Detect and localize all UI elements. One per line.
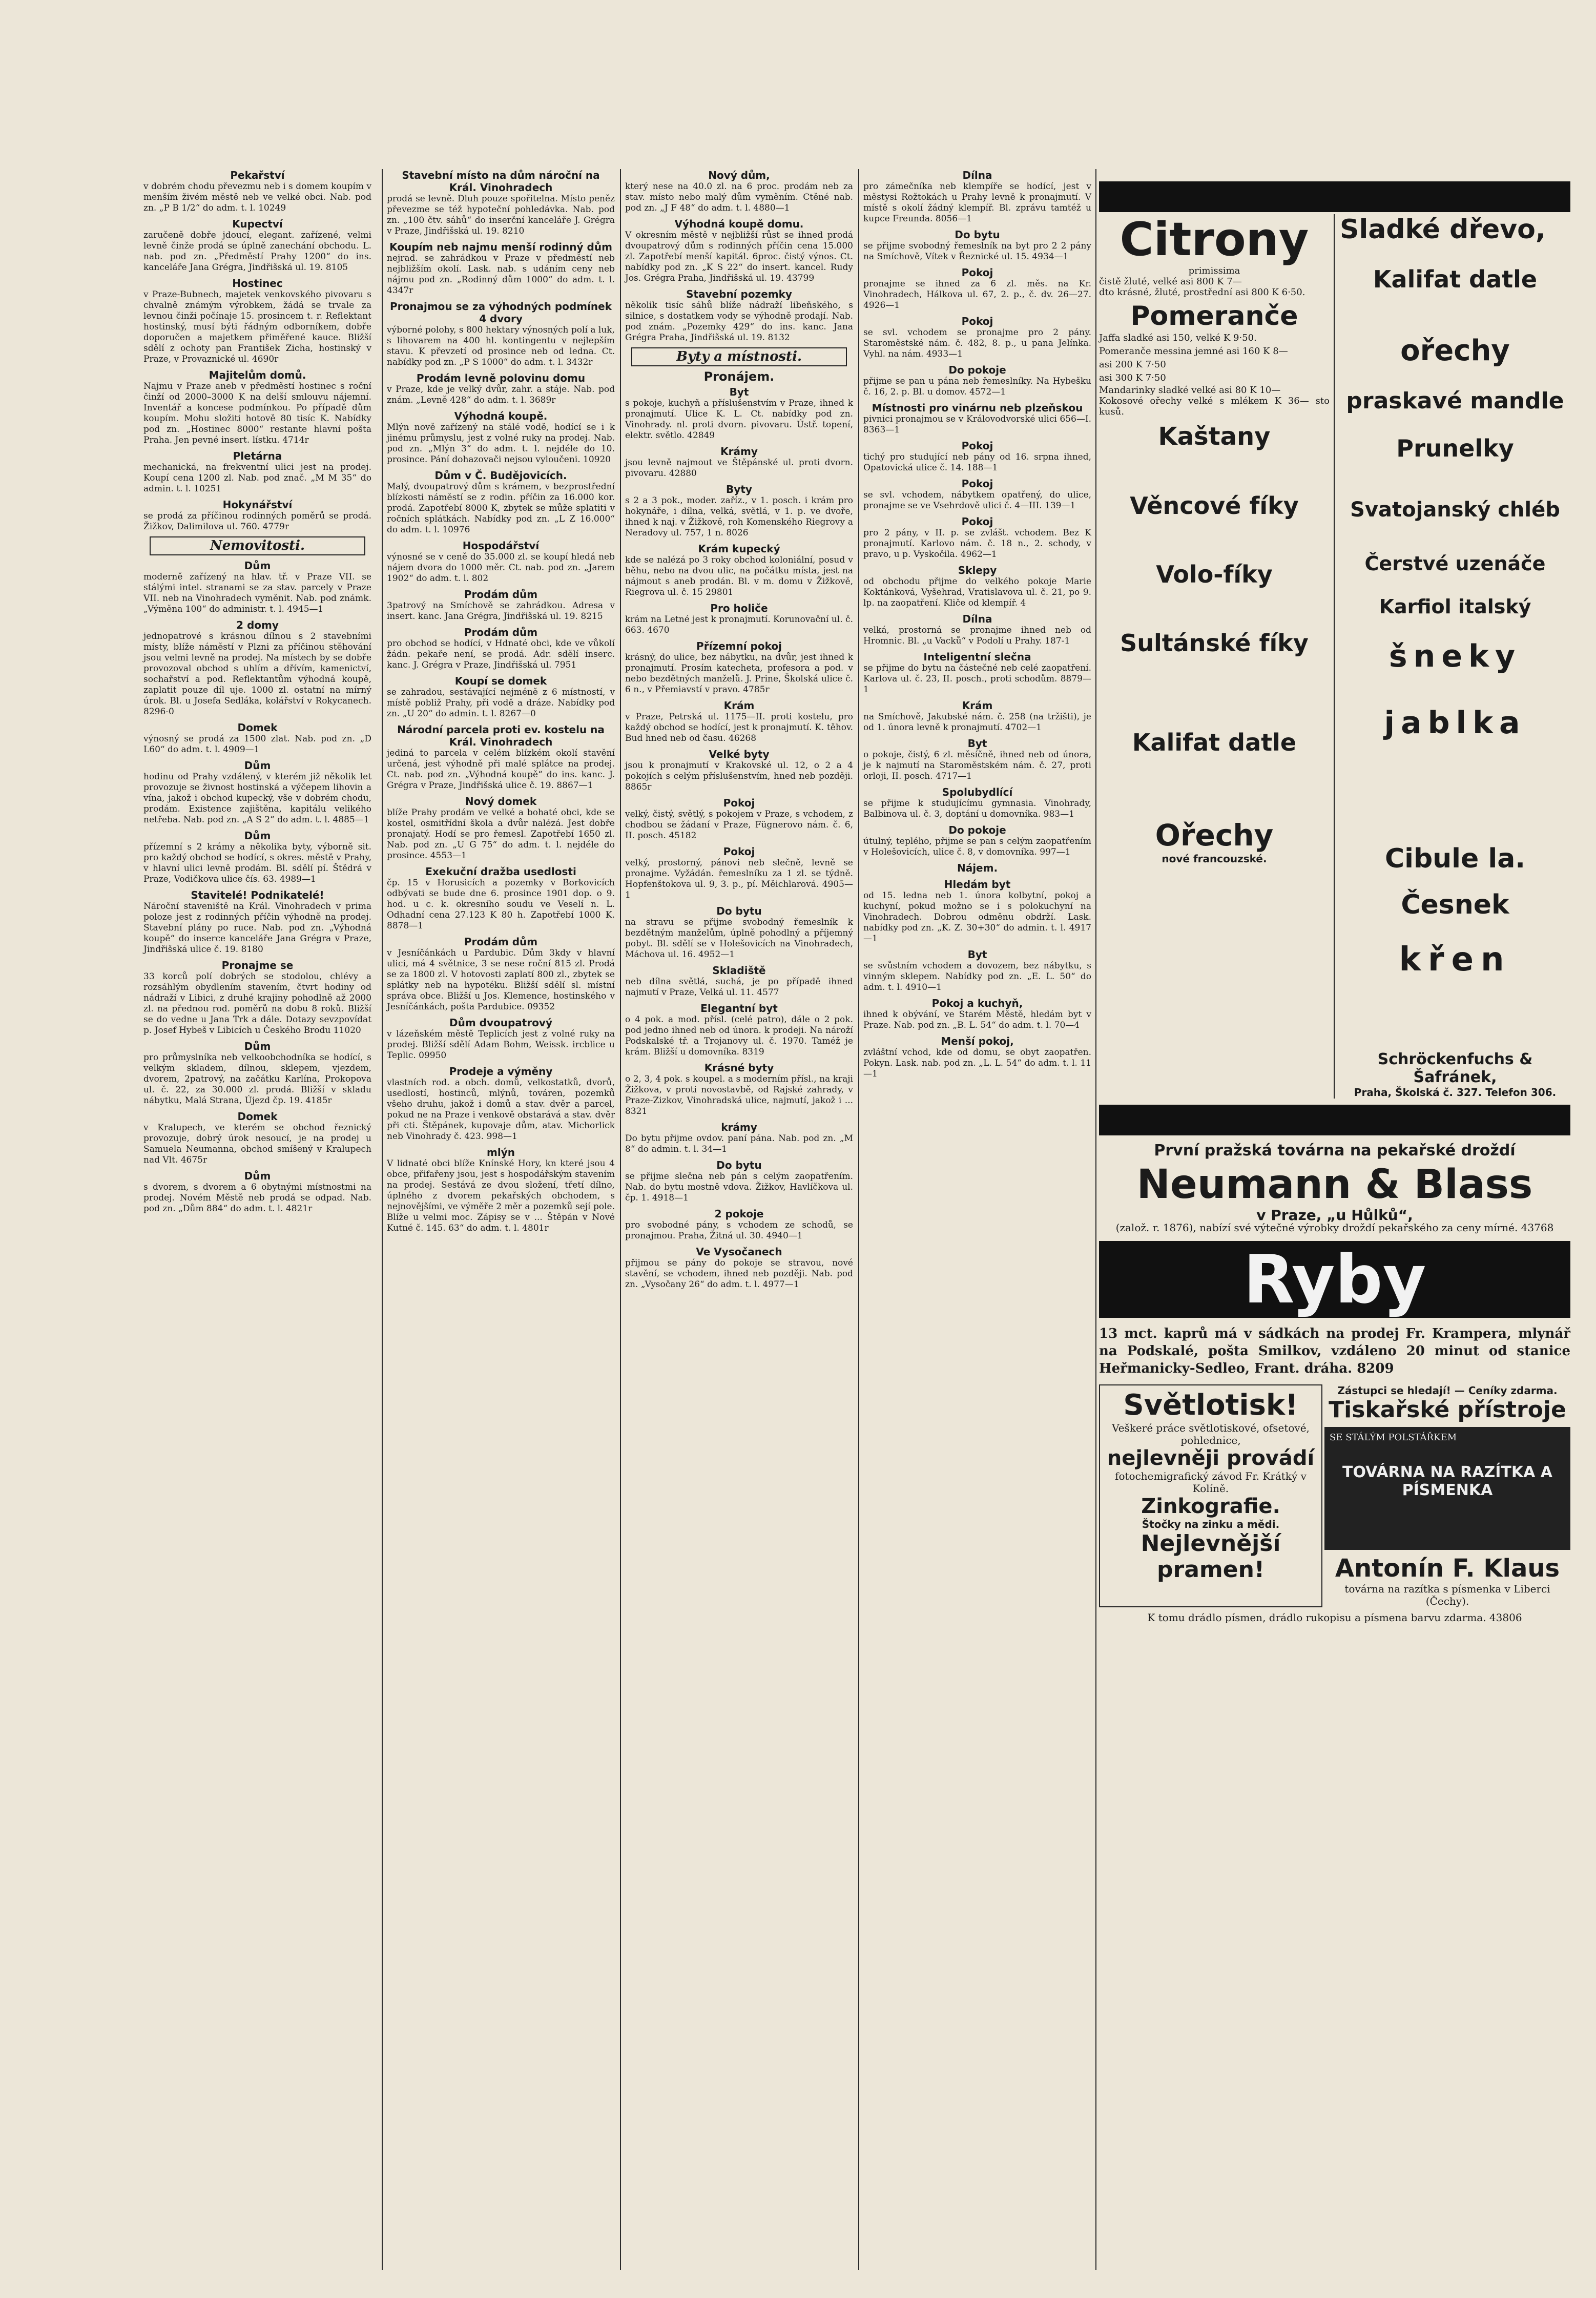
ad-body: se svůstním vchodem a dovozem, bez nábytku, s vinným sklepem. Nabídky pod zn. „E. L. 50“ do adm. t. l. 4910—1	[863, 961, 1091, 992]
ad-body: v Kralupech, ve kterém se obchod řeznický provozuje, dobrý úrok nesoucí, je na prodej u Samuela Neumanna, obchod smíšený v Kralupech nad Vlt. 4675r	[143, 1123, 371, 1165]
ad-body: výborné polohy, s 800 hektary výnosných polí a luk, s lihovarem na 400 hl. kontingentu v nejlepším stavu. K převzetí od prosince neb od ledna. Ct. nabídky pod zn. „P S 1000“ do adm. t. l. 3432r	[387, 325, 615, 367]
classified-ad	[863, 997, 1091, 1031]
classified-ad	[863, 699, 1091, 733]
section-byty: Byty a místnosti.	[631, 347, 847, 366]
ad-body: prodá se levně. Dluh pouze spořitelna. Místo peněz převezme se též hypoteční pohledávka. Nab. pod zn. „100 čtv. sáhů“ do inserční kanceláře J. Grégra v Praze, Jindřišská ul. 19. 8210	[387, 194, 615, 236]
ad-heading: Byt	[967, 737, 987, 750]
classified-ad	[863, 564, 1091, 609]
stamp-label: SE STÁLÝM POLSTÁŘKEM	[1330, 1432, 1457, 1443]
ad-body: velká, prostorná se pronajme ihned neb od Hromnic. Bl. „u Vacků“ v Podolí u Prahy. 187-1	[863, 625, 1091, 646]
ad-body: na stravu se přijme svobodný řemeslník k bezdětným manželům, úplně pohodlný a příjemný pobyt. Bl. sdělí se v Holešovicích na Vinohradech, Máchova ul. 16. 4952—1	[625, 917, 853, 960]
section-nemovitosti: Nemovitosti.	[150, 536, 365, 555]
ad-text: Veškeré práce světlotiskové, ofsetové, pohlednice,	[1112, 1422, 1310, 1446]
ad-body: s 2 a 3 pok., moder. zaříz., v 1. posch. i krám pro hokynáře, i dílna, velká, světlá, v 1. p. ve dvoře, ihned k naj. v Žižkově, roh Komenského Riegrovy a Neradovy ul. 757, 1 n. 8026	[625, 495, 853, 538]
ad-body: útulný, teplého, přijme se pan s celým zaopatřením v Holešovicích, ulice č. 8, v domovníka. 997—1	[863, 836, 1091, 857]
ad-body: pro průmyslníka neb velkoobchodníka se hodící, s velkým skladem, dílnou, sklepem, vjezdem, dvorem, 2patrový, na začátku Karlína, Prokopova ul. č. 22, za 30.000 zl. prodá. Bližší v skladu nábytku, Malá Strana, Újezd čp. 19. 4185r	[143, 1052, 371, 1106]
ad-heading: Prodám levně polovinu domu	[416, 372, 586, 384]
ad-body: se svl. vchodem se pronajme pro 2 pány. Staroměstské nám. č. 482, 8. p., u pana Jelínka. Vyhl. na nám. 4933—1	[863, 327, 1091, 359]
ad-body: pronajme se ihned za 6 zl. měs. na Kr. Vinohradech, Hálkova ul. 67, 2. p., č. dv. 26—27. 4926—1	[863, 279, 1091, 310]
classified-ad	[143, 959, 371, 1036]
column-1	[143, 169, 371, 1218]
ad-text: (založ. r. 1876), nabízí své výtečné výrobky droždí pekařského za ceny mírné. 43768	[1115, 1222, 1554, 1234]
ad-heading: Pronajmou se za výhodných podmínek 4 dvory	[389, 300, 612, 325]
ad-heading: Elegantní byt	[700, 1002, 778, 1015]
ad-text: Kokosové ořechy velké s mlékem K 36— sto kusů.	[1099, 396, 1330, 417]
ad-body: se přijme slečna neb pán s celým zaopatřením. Nab. do bytu mostně vdova. Žižkov, Havlíčkova ul. čp. 1. 4918—1	[625, 1171, 853, 1203]
column-divider	[620, 169, 621, 2270]
classified-ad	[387, 936, 615, 1012]
ad-heading: Dům	[244, 1170, 271, 1182]
ad-heading: Kupectví	[232, 218, 283, 230]
ad-body: V okresním městě v nejbližší růst se ihned prodá dvoupatrový dům s rodinných příčin cena 15.000 zl. Zapotřebí menší kapitál. 6proc. čistý výnos. Ct. nabídky pod zn. „K S 22“ do insert. kancel. Rudy Jos. Grégra Praha, Jindřišská ul. 19. 43799	[625, 230, 853, 283]
classified-ad	[625, 1208, 853, 1241]
ad-heading: Nový dům,	[708, 169, 770, 181]
ad-body: jednopatrové s krásnou dílnou s 2 stavebními místy, blíže náměstí v Plzni za příčinou stěhování jsou velmi levně na prodej. Na místech by se dobře provozoval obchod s uhlím a dřívím, kamenictví, sochařství a pod. Reflektantům výhodná koupě, zaplatit pouze díl uje. 1000 zl. ostatní na mírný úrok. Bl. u Josefa Sedláka, kolářství v Rokycanech. 8296-0	[143, 631, 371, 717]
ad-heading: Do pokoje	[948, 364, 1006, 376]
ad-neumann: Neumann & Blass	[1136, 1162, 1533, 1208]
ad-body: velký, prostorný, pánovi neb slečně, levně se pronajme. Vyžádán. řemeslníku za 1 zl. se týdně. Hopfenštokova ul. 9, 3. p., pí. Měichlarová. 4905—1	[625, 858, 853, 900]
ad-text: v Praze, „u Hůlků“,	[1256, 1207, 1413, 1224]
classified-ad	[863, 948, 1091, 993]
classified-ad	[625, 1121, 853, 1155]
ad-text: 13 mct. kaprů má v sádkách na prodej Fr. Krampera, mlynář na Podskalé, pošta Smilkov, vzdáleno 20 minut od stanice Heřmanicky-Sedleo, Frant. dráha. 8209	[1099, 1326, 1570, 1376]
ad-heading: Prodeje a výměny	[449, 1065, 553, 1078]
ad-body: V lidnaté obci blíže Knínské Hory, kn které jsou 4 obce, přifařeny jsou, jest s hospodářským stavením na prodej. Sestává ze dvou složení, třetí dílno, úplného z dvorem pekařských obchodem, s nejnovějšími, ve výměře 2 měr a pozemků sejí pole. Blíže u velmi moc. Zápisy se v ... Štěpán v Nové Kutné č. 145. 63“ do adm. t. l. 4801r	[387, 1158, 615, 1233]
ad-text: nové francouzské.	[1162, 853, 1267, 865]
classified-ad	[387, 795, 615, 861]
section-pronajem: Pronájem.	[703, 369, 775, 384]
ad-heading: Do bytu	[716, 1159, 762, 1171]
ad-heading: 2 pokoje	[714, 1208, 764, 1220]
ad-heading: Prodám dům	[464, 588, 538, 601]
ad-column	[1099, 179, 1570, 1624]
ad-body: se svl. vchodem, nábytkem opatřený, do ulice, pronajme se ve Vsehrdově ulici č. 4—III. 139—1	[863, 490, 1091, 511]
ad-heading: Výhodná koupě.	[454, 410, 548, 422]
ad-body: velký, čistý, světlý, s pokojem v Praze, s vchodem, z chodbou se žádaní v Praze, Fügnerovo nám. č. 6, II. posch. 45182	[625, 809, 853, 841]
ad-body: mechanická, na frekventní ulici jest na prodej. Koupí cena 1200 zl. Nab. pod znač. „M M 35“ do admin. t. l. 10251	[143, 462, 371, 494]
ad-heading: Pokoj	[961, 440, 993, 452]
ad-heading: Stavitelé! Podnikatelé!	[191, 889, 324, 901]
ad-body: od 15. ledna neb 1. února kolbytní, pokoj a kuchyní, pokud možno se i s polokuchyní na Vinohradech. Dobrou odměnu obdrží. Lask. nabídky pod zn. „K. Z. 30+30“ do admin. t. l. 4917—1	[863, 891, 1091, 944]
column-divider	[382, 169, 383, 2270]
classified-ad	[143, 1170, 371, 1214]
ad-ryby: Ryby	[1243, 1240, 1426, 1318]
ad-body: přízemní s 2 krámy a několika byty, výborně sit. pro každý obchod se hodící, s okres. městě v Prahy, v hlavní ulici levně prodám. Bl. sdělí pí. Štědrá v Praze, Vodičkova ulice čís. 63. 4989—1	[143, 842, 371, 884]
ad-body: krám na Letné jest k pronajmutí. Korunovační ul. č. 663. 4670	[625, 614, 853, 635]
ad-text: fotochemigrafický závod Fr. Krátký v Kolíně.	[1115, 1470, 1307, 1495]
classified-ad	[863, 1035, 1091, 1080]
classified-ad	[625, 964, 853, 998]
ad-body: v Praze, kde je velký dvůr, zahr. a stáje. Nab. pod znám. „Levně 428“ do adm. t. l. 3689r	[387, 384, 615, 405]
ad-heading: Pokoj a kuchyň,	[931, 997, 1023, 1009]
ad-body: Do bytu přijme ovdov. paní pána. Nab. pod zn. „M 8“ do admin. t. l. 34—1	[625, 1133, 853, 1154]
ad-body: pro svobodné pány, s vchodem ze schodů, se pronajmou. Praha, Žitná ul. 30. 4940—1	[625, 1220, 853, 1241]
classified-ad	[143, 619, 371, 717]
ad-body: pro 2 pány, v II. p. se zvlášt. vchodem. Bez K pronajmutí. Karlovo nám. č. 18 n., 2. schody, v pravo, u p. Vyskočila. 4962—1	[863, 528, 1091, 560]
ad-body: ihned k obývání, ve Starém Městě, hledám byt v Praze. Nab. pod zn. „B. L. 54“ do adm. t. l. 70—4	[863, 1009, 1091, 1030]
classified-ad	[143, 889, 371, 955]
ad-heading: Spolubydlící	[942, 786, 1013, 798]
ad-heading: Dům v Č. Budějovicích.	[434, 469, 567, 482]
ad-heading: Pokoj	[961, 266, 993, 279]
classified-ad	[625, 218, 853, 284]
ad-heading: Prodám dům	[464, 626, 538, 638]
ad-heading: Dům	[244, 560, 271, 572]
ad-heading: Do pokoje	[948, 824, 1006, 836]
ad-body: moderně zařízený na hlav. tř. v Praze VII. se stálými intel. stranami se za stav. parcely v Praze VII. neb na Vinohradech vyměnit. Nab. pod známk. „Výměna 100“ do administr. t. l. 4945—1	[143, 572, 371, 614]
ad-body: se prodá za příčinou rodinných poměrů se prodá. Žižkov, Dalimilova ul. 760. 4779r	[143, 511, 371, 532]
classified-ad	[625, 640, 853, 695]
ad-heading: Do bytu	[955, 229, 1000, 241]
ad-heading: krámy	[721, 1121, 757, 1133]
ad-heading: Pekařství	[230, 169, 285, 181]
ad-heading: Krásné byty	[704, 1062, 774, 1074]
stamp-text: TOVÁRNA NA RAZÍTKA A PÍSMENKA	[1342, 1463, 1553, 1499]
ad-vencove: Věncové fíky	[1130, 492, 1299, 520]
ad-heading: Výhodná koupě domu.	[674, 218, 804, 230]
ad-body: s pokoje, kuchyň a příslušenstvím v Praze, ihned k pronajmutí. Ulice K. L. Ct. nabídky pod zn. Vinohrady. nl. proti dvorn. pivovaru. Ústř. topení, elektr. světlo. 42849	[625, 398, 853, 441]
classified-ad	[863, 402, 1091, 436]
ad-body: jsou k pronajmutí v Krakovské ul. 12, o 2 a 4 pokojích s celým příslušenstvím, hned neb později. 8865r	[625, 760, 853, 792]
ad-heading: Pokoj	[723, 797, 755, 809]
ad-body: o 4 pok. a mod. přísl. (celé patro), dále o 2 pok. pod jedno ihned neb od února. k prodeji. Na nároží Podskalské tř. a Trojanovy ul. č. 1970. Taméž je krám. Bližší u domovníka. 8319	[625, 1015, 853, 1057]
ad-heading: Majitelům domů.	[209, 369, 306, 381]
ad-body: Najmu v Praze aneb v předměstí hostinec s roční činží od 2000–3000 K na delší smlouvu nájemní. Inventář a koncese podmínkou. Po případě dům koupím. Mohu složiti hotově 80 tisíc K. Nabídky pod zn. „Hostinec 8000“ restante hlavní pošta Praha. Jen pevné insert. lístku. 4714r	[143, 381, 371, 445]
classified-ad	[863, 478, 1091, 511]
classified-ad	[625, 845, 853, 901]
classified-ad	[387, 723, 615, 791]
ad-svetlotisk: Světlotisk!	[1123, 1389, 1298, 1422]
ad-heading: mlýn	[487, 1146, 515, 1158]
ad-heading: Přízemní pokoj	[696, 640, 782, 652]
classified-ad	[387, 469, 615, 535]
ad-orechy-2: ořechy	[1400, 334, 1510, 367]
ad-neumann-heading: První pražská továrna na pekařské droždí	[1154, 1142, 1516, 1160]
ad-heading: Inteligentní slečna	[923, 651, 1031, 663]
ad-heading: Pronajme se	[221, 959, 294, 971]
ad-firm: Schröckenfuchs & Šafránek,	[1377, 1050, 1533, 1086]
classified-ad	[143, 499, 371, 532]
ad-uzenace: Čerstvé uzenáče	[1364, 552, 1546, 575]
ad-body: se přijme k studujícímu gymnasia. Vinohrady, Balbinova ul. č. 3, doptání u domovníka. 983—1	[863, 798, 1091, 819]
ad-body: na Smíchově, Jakubské nám. č. 258 (na tržišti), je od 1. února levně k pronajmutí. 4702—1	[863, 712, 1091, 733]
ad-body: s dvorem, s dvorem a 6 obytnými místnostmi na prodej. Novém Městě neb prodá se odpad. Nab. pod zn. „Dům 884“ do adm. t. l. 4821r	[143, 1182, 371, 1214]
ad-heading: Byt	[729, 386, 749, 398]
column-3	[625, 169, 853, 1294]
ad-cesnek: Česnek	[1401, 889, 1509, 920]
ad-body: kde se nalézá po 3 roky obchod koloniální, posud v běhu, nebo na dvou ulic, na počátku místa, jest na nájmout s aneb prodán. Bl. v m. domu v Žižkově, Riegrova ul. č. 15 29801	[625, 555, 853, 597]
classified-ad	[387, 1146, 615, 1234]
ad-volo: Volo-fíky	[1156, 561, 1273, 588]
ad-body: jediná to parcela v celém blízkém okolí stavění určená, jest výhodně při malé splátce na prodej. Ct. nab. pod zn. „Výhodná koupě“ do ins. kanc. J. Grégra v Praze, Jindřišská ulice č. 19. 8867—1	[387, 748, 615, 791]
ad-heading: 2 domy	[236, 619, 279, 631]
ad-heading: Dům	[244, 1040, 271, 1052]
ad-heading: Ve Vysočanech	[696, 1246, 782, 1258]
classified-ad	[143, 1110, 371, 1166]
ad-text: dto krásné, žluté, prostřední asi 800 K 6·50.	[1099, 287, 1305, 298]
classified-ad	[863, 737, 1091, 782]
classified-ad	[387, 626, 615, 671]
ad-heading: Krámy	[720, 445, 758, 458]
classified-ad	[387, 588, 615, 622]
ad-text: Zástupci se hledají! — Ceníky zdarma.	[1337, 1384, 1558, 1397]
ad-heading: Byty	[726, 483, 752, 495]
column-2	[387, 169, 615, 1238]
classified-ad	[863, 824, 1091, 858]
classified-ad	[387, 300, 615, 368]
ad-text: čistě žluté, velké asi 800 K 7—	[1099, 276, 1242, 287]
ad-heading: Koupí se domek	[454, 675, 547, 687]
ad-text: Praha, Školská č. 327. Telefon 306.	[1354, 1086, 1557, 1099]
ad-body: v Jesníčánkách u Pardubic. Dům 3kdy v hlavní ulici, má 4 světnice, 3 se nese roční 815 zl. Prodá se za 1800 zl. V hotovosti zaplatí 800 zl., zbytek se splátky neb na hypotéku. Bližší sdělí sl. místní správa obce. Bližší u Jos. Klemence, hostinského v Jesníčánkách, pošta Pardubice. 09352	[387, 948, 615, 1012]
ad-kalifat-datle: Kalifat datle	[1373, 265, 1538, 293]
ad-jablka: jablka	[1384, 705, 1526, 741]
ad-body: přijmou se pány do pokoje se stravou, nové stavění, se vchodem, ihned neb později. Nab. pod zn. „Vysočany 26“ do adm. t. l. 4977—1	[625, 1258, 853, 1290]
classified-ad	[143, 721, 371, 755]
ad-heading: Menší pokoj,	[941, 1035, 1014, 1047]
black-bar	[1099, 1105, 1570, 1135]
price-line: Jaffa sladké asi 150, velké K 9·50.	[1099, 333, 1257, 343]
classified-ad	[863, 364, 1091, 398]
ad-heading: Krám	[962, 699, 993, 712]
classified-ad	[387, 241, 615, 296]
classified-ad	[387, 372, 615, 406]
ad-body: se přijme do bytu na částečné neb celé zaopatření. Karlova ul. č. 23, II. posch., proti schodům. 8879—1	[863, 663, 1091, 695]
price-line: asi 200 K 7·50	[1099, 359, 1166, 370]
ad-text: primissima	[1188, 265, 1240, 276]
ad-heading: Stavební pozemky	[686, 288, 792, 300]
classified-ad	[387, 540, 615, 584]
ad-body: krásný, do ulice, bez nábytku, na dvůr, jest ihned k pronajmutí. Prosím katecheta, profesora a pod. v nebo bezdětných manželů. J. Prine, Školská ulice č. 6 n., v Přemiavstí v pravo. 4785r	[625, 652, 853, 695]
ad-kalifat: Kalifat datle	[1132, 729, 1297, 756]
ad-sneky: šneky	[1388, 638, 1522, 674]
ad-kastany: Kaštany	[1158, 422, 1271, 451]
ad-heading: Dílna	[962, 613, 992, 625]
column-divider	[858, 169, 859, 2270]
ad-text: Mandarinky sladké velké asi 80 K 10—	[1099, 385, 1281, 396]
ad-heading: Krám kupecký	[698, 543, 780, 555]
classified-ad	[143, 759, 371, 825]
ad-heading: Dům	[244, 759, 271, 772]
ad-body: se zahradou, sestávající nejméně z 6 místností, v místě pobliž Prahy, při vodě a dráze. Nabídky pod zn. „U 20“ do admin. t. l. 8267—0	[387, 687, 615, 719]
ad-body: pivnici pronajmou se v Královodvorské ulici 656—I. 8363—1	[863, 414, 1091, 435]
ad-body: v Praze, Petrská ul. 1175—II. proti kostelu, pro každý obchod se hodící, jest k pronajmutí. K. těhov. Bud hned neb od času. 46268	[625, 712, 853, 743]
ad-body: blíže Prahy prodám ve velké a bohaté obci, kde se kostel, osmitřídní škola a dvůr nalézá. Jest dobře pronajatý. Hodí se pro řemesl. Zapotřebí 1650 zl. Nab. pod zn. „U G 75“ do adm. t. l. nejdéle do prosince. 4553—1	[387, 808, 615, 861]
ad-body: zvláštní vchod, kde od domu, se obyt zaopatřen. Pokyn. Lask. nab. pod zn. „L. L. 54“ do adm. t. l. 11—1	[863, 1047, 1091, 1079]
ad-heading: Hledám byt	[944, 878, 1011, 891]
ad-heading: Exekuční dražba usedlosti	[425, 865, 576, 878]
classified-ad	[863, 515, 1091, 560]
classified-ad	[625, 1062, 853, 1117]
classified-ad	[143, 1040, 371, 1106]
ryby-banner	[1099, 1241, 1570, 1318]
classified-ad	[863, 229, 1091, 262]
ad-body: tichý pro studující neb pány od 16. srpna ihned, Opatovická ulice č. 14. 188—1	[863, 452, 1091, 473]
ad-citrony: Citrony	[1120, 213, 1309, 266]
price-line: Pomeranče messina jemné asi 160 K 8—	[1099, 346, 1288, 357]
classified-ad	[625, 797, 853, 841]
classified-ad	[143, 218, 371, 273]
classified-ad	[387, 1017, 615, 1061]
classified-ad	[625, 386, 853, 441]
classified-ad	[387, 410, 615, 465]
column-4	[863, 169, 1091, 1084]
classified-ad	[863, 440, 1091, 473]
ad-heading: Stavební místo na dům nároční na Král. Vinohradech	[402, 169, 600, 194]
ad-heading: Dům	[244, 830, 271, 842]
ad-heading: Pokoj	[961, 315, 993, 327]
classified-ad	[863, 613, 1091, 647]
classified-ad	[387, 675, 615, 719]
ad-heading: Prodám dům	[464, 936, 538, 948]
ad-sladke-drevo: Sladké dřevo,	[1340, 214, 1546, 245]
ad-body: pro zámečníka neb klempíře se hodící, jest v městysi Rožtokách u Prahy levně k pronajmutí. V místě s okolí žádný klempíř. Bl. zprávu tamtéž u kupce Freunda. 8056—1	[863, 181, 1091, 224]
ad-heading: Dům dvoupatrový	[449, 1017, 553, 1029]
ad-body: několik tisíc sáhů blíže nádraží libeňského, s silnice, s dostatkem vody se výhodně prodají. Nab. pod znám. „Pozemky 429“ do ins. kanc. Jana Grégra Praha, Jindřišská ul. 19. 8132	[625, 300, 853, 343]
ad-heading: Místnosti pro vinárnu neb plzeňskou	[872, 402, 1083, 414]
classified-ad	[625, 445, 853, 479]
ad-body: Mlýn nově zařízený na stálé vodě, hodící se i k jinému průmyslu, jest z volné ruky na prodej. Nab. pod zn. „Mlýn 3“ do adm. t. l. nejdéle do 10. prosince. Pání dohazovači nejsou vyloučeni. 10920	[387, 422, 615, 465]
classified-ad	[625, 483, 853, 539]
ad-heading: Pokoj	[961, 478, 993, 490]
classified-ad	[625, 288, 853, 343]
ad-body: přijme se pan u pána neb řemeslníky. Na Hybešku č. 16, 2. p. Bl. u domov. 4572—1	[863, 376, 1091, 397]
ad-heading: Skladiště	[712, 964, 766, 977]
black-bar	[1099, 181, 1570, 212]
ad-body: 33 korců polí dobrých se stodolou, chlévy a rozsáhlým obydlením stavením, čtvrt hodiny od nádraží v Libici, z druhé krajiny pohodlně až 2000 zl. na přednou rod. poměrů na dobu 8 roků. Bližší se do vedne u Jana Trk a dále. Dotazy sevzpovídat p. Josef Hybeš v Libicích u Českého Brodu 11020	[143, 971, 371, 1036]
ad-body: čp. 15 v Horusicích a pozemky v Borkovicích odbývati se bude dne 6. prosince 1901 dop. o 9. hod. u c. k. okresního soudu ve Veselí n. L. Odhadní cena 27.123 K 80 h. Zapotřebí 1000 K. 8878—1	[387, 878, 615, 931]
classified-ad	[625, 905, 853, 960]
classified-ad	[863, 266, 1091, 311]
ad-heading: Velké byty	[709, 748, 770, 760]
ad-body: o pokoje, čistý, 6 zl. měsíčně, ihned neb od února, je k najmutí na Staroměstském nám. č. 27, proti orloji, II. posch. 4717—1	[863, 750, 1091, 781]
ad-text: K tomu drádlo písmen, drádlo rukopisu a písmena barvu zdarma. 43806	[1147, 1611, 1522, 1624]
stamp-box	[1324, 1427, 1570, 1550]
classified-ad	[625, 1002, 853, 1058]
newspaper-page	[20, 169, 1573, 2270]
ad-pramen: Nejlevnější pramen!	[1141, 1530, 1281, 1583]
classified-ad	[625, 169, 853, 214]
classified-ad	[143, 830, 371, 885]
ad-body: v Praze-Bubnech, majetek venkovského pivovaru s chvalně známým výrobkem, žádá se trvale za levnou činži počínaje 15. prosincem t. r. Reflektant hostinský, musí býti řádným odborníkem, dobře doporučen a majetkem přiměřené kauce. Bližší sdělí z ochoty pan František Zicha, hostinský v Praze, v Provaznické ul. 4690r	[143, 289, 371, 364]
ad-text: Štočky na zinku a mědi.	[1142, 1518, 1280, 1530]
ad-heading: Domek	[237, 721, 278, 734]
ad-kren: křen	[1399, 941, 1511, 979]
ad-body: zaručeně dobře jdoucí, elegant. zařízené, velmi levně činže prodá se úplně zanechání obchodu. L. nab. pod zn. „Předměstí Prahy 1200“ do ins. kanceláře Jana Grégra, Jindřišská ul. 19. 8105	[143, 230, 371, 273]
classified-ad	[143, 169, 371, 214]
classified-ad	[863, 169, 1091, 224]
ad-heading: Hokynářství	[222, 499, 293, 511]
ad-body: hodinu od Prahy vzdálený, v kterém již několik let provozuje se živnost hostinská a výčepem lihovin a vína, jakož i obchod kupecký, vše v dobrém chodu, prodám. Existence zajištěna, kapitálu velikého netřeba. Nab. pod zn. „A S 2“ do adm. t. l. 4885—1	[143, 772, 371, 825]
ad-karfiol: Karfiol italský	[1379, 595, 1531, 618]
ad-body: v dobrém chodu převezmu neb i s domem koupím v menším živém městě neb ve velké obci. Nab. pod zn. „P B 1/2“ do adm. t. l. 10249	[143, 181, 371, 213]
ad-body: který nese na 40.0 zl. na 6 proc. prodám neb za stav. místo nebo malý dům vyměním. Ctěné nab. pod zn. „J F 48“ do adm. t. l. 4880—1	[625, 181, 853, 213]
classified-ad	[387, 169, 615, 237]
ad-body: výnosné se v ceně do 35.000 zl. se koupí hledá neb nájem dvora do 1000 měr. Ct. nab. pod zn. „Jarem 1902“ do adm. t. l. 802	[387, 552, 615, 584]
classified-ad	[863, 878, 1091, 944]
classified-ad	[143, 450, 371, 494]
classified-ad	[625, 1159, 853, 1204]
classified-ad	[625, 602, 853, 636]
ad-body: se přijme svobodný řemeslník na byt pro 2 2 pány na Smíchově, Vítek v Řeznické ul. 15. 4934—1	[863, 241, 1091, 262]
ad-tiskarske: Tiskařské přístroje	[1329, 1397, 1566, 1423]
ad-heading: Hospodářství	[462, 540, 540, 552]
ad-heading: Domek	[237, 1110, 278, 1123]
ad-body: od obchodu přijme do velkého pokoje Marie Koktánková, Vyšehrad, Vratislavova ul. č. 21, po 9. lp. na zaopatření. Kliče od klempíř. 4	[863, 576, 1091, 608]
classified-ad	[143, 369, 371, 446]
ad-cibule: Cibule la.	[1384, 843, 1526, 874]
ad-heading: Pletárna	[233, 450, 282, 462]
ad-heading: Koupím neb najmu menší rodinný dům	[389, 241, 612, 253]
ad-heading: Sklepy	[958, 564, 997, 576]
ad-heading: Do bytu	[716, 905, 762, 917]
ad-body: neb dílna světlá, suchá, je po případě ihned najmutí v Praze, Velká ul. 11. 4577	[625, 977, 853, 998]
ad-sultan: Sultánské fíky	[1120, 629, 1309, 657]
ad-heading: Krám	[723, 699, 755, 712]
ad-text: továrna na razítka s písmenka v Liberci (Čechy).	[1344, 1583, 1550, 1607]
classified-ad	[863, 862, 1091, 874]
ad-heading: Byt	[967, 948, 987, 961]
ad-mandle: praskavé mandle	[1346, 388, 1564, 414]
classified-ad	[387, 865, 615, 931]
ad-text: nejlevněji provádí	[1107, 1446, 1315, 1470]
ad-body: Malý, dvoupatrový dům s krámem, v bezprostřední blízkosti náměstí se z rodin. příčin za 16.000 kor. prodá. Zapotřebí 8000 K, zbytek se může splatiti v ročních splátkách. Nabídky pod zn. „L Z 16.000“ do adm. t. l. 10976	[387, 482, 615, 535]
ad-heading: Dílna	[962, 169, 992, 181]
ad-pomerance: Pomeranče	[1130, 301, 1298, 332]
classified-ad	[143, 277, 371, 365]
ad-chleb: Svatojanský chléb	[1350, 498, 1560, 522]
ad-heading: Pokoj	[961, 515, 993, 528]
classified-ad	[863, 651, 1091, 695]
ad-heading: Pro holiče	[710, 602, 768, 614]
ad-heading: Národní parcela proti ev. kostelu na Král. Vinohradech	[397, 723, 605, 748]
classified-ad	[863, 786, 1091, 820]
ad-klaus: Antonín F. Klaus	[1335, 1554, 1560, 1583]
ad-body: nejrad. se zahrádkou v Praze v předměstí neb nejbližším okolí. Lask. nab. s udáním ceny neb nájmu pod zn. „Rodinný dům 1000“ do adm. t. l. 4347r	[387, 253, 615, 296]
ad-heading: Nový domek	[465, 795, 537, 808]
ad-body: vlastních rod. a obch. domů, velkostatků, dvorů, usedlostí, hostinců, mlýnů, továren, pozemků všeho druhu, jakož i domů a stav. dvěr a parcel, pokud ne na Praze i venkově obstarává a stav. dvěr při cti. Štěpánek, kupovaje dům, atav. Michorlick neb Vinohrady č. 423. 998—1	[387, 1078, 615, 1142]
ad-heading: Nájem.	[957, 862, 998, 874]
ad-body: o 2, 3, 4 pok. s koupel. a s moderním přísl., na kraji Žižkova, v proti novostavbě, od Rajské zahrady, v Praze-Zizkov, Vinohradská ulice, najmutí, jakož i ... 8321	[625, 1074, 853, 1116]
ad-body: Nároční staveniště na Král. Vinohradech v prima poloze jest z rodinných příčin výhodně na prodej. Stavební plány po ruce. Nab. pod zn. „Výhodná koupě“ do inserce kanceláře Jana Grégra v Praze, Jindřišská ulice č. 19. 8180	[143, 901, 371, 955]
classified-ad	[387, 1065, 615, 1142]
classified-ad	[625, 1246, 853, 1290]
ad-zinkografie: Zinkografie.	[1141, 1495, 1280, 1518]
ad-orechy: Ořechy	[1155, 818, 1274, 853]
ad-body: 3patrový na Smíchově se zahrádkou. Adresa v insert. kanc. Jana Grégra, Jindřišská ul. 19. 8215	[387, 601, 615, 622]
classified-ad	[625, 748, 853, 793]
classified-ad	[143, 560, 371, 615]
classified-ad	[863, 315, 1091, 360]
ad-heading: Hostinec	[232, 277, 283, 289]
price-line: asi 300 K 7·50	[1099, 372, 1166, 383]
classified-ad	[625, 699, 853, 744]
ad-body: v lázeňském městě Teplicích jest z volné ruky na prodej. Bližší sdělí Adam Bohm, Weissk. ircblice u Teplic. 09950	[387, 1029, 615, 1061]
ad-prunelky: Prunelky	[1396, 434, 1514, 462]
ad-body: výnosný se prodá za 1500 zlat. Nab. pod zn. „D L60“ do adm. t. l. 4909—1	[143, 734, 371, 755]
ad-heading: Pokoj	[723, 845, 755, 858]
ad-body: pro obchod se hodící, v Hdnaté obci, kde ve vůkolí žádn. pekaře není, se prodá. Adr. sdělí inserc. kanc. J. Grégra v Praze, Jindřišská ul. 7951	[387, 638, 615, 670]
column-divider	[1095, 169, 1096, 2270]
ad-body: jsou levně najmout ve Štěpánské ul. proti dvorn. pivovaru. 42880	[625, 458, 853, 479]
classified-ad	[625, 543, 853, 598]
